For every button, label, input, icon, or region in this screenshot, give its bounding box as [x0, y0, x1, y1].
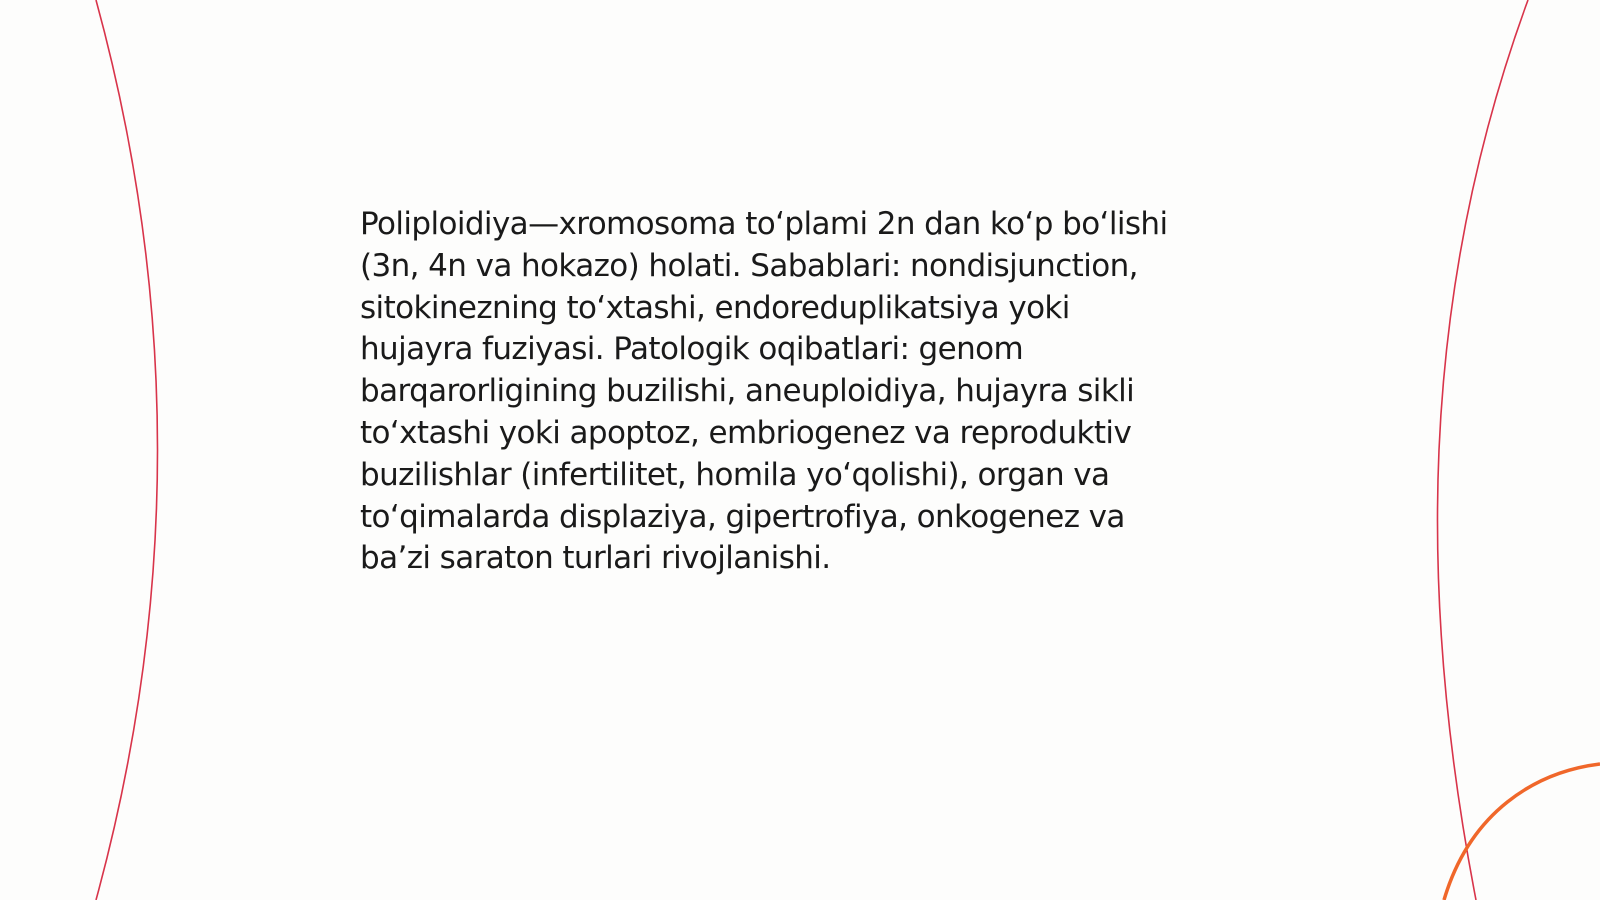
text-line: barqarorligining buzilishi, aneuploidiya, hujayra sikli [360, 373, 1135, 410]
text-line: sitokinezning to‘xtashi, endoreduplikatsiya yoki [360, 289, 1070, 326]
right-curve-line [1437, 0, 1528, 900]
text-line: buzilishlar (infertilitet, homila yo‘qolishi), organ va [360, 456, 1110, 493]
orange-accent-arc [1444, 764, 1600, 900]
text-line: ba’zi saraton turlari rivojlanishi. [360, 540, 831, 577]
left-curve-line [96, 0, 158, 900]
text-line: hujayra fuziyasi. Patologik oqibatlari: genom [360, 331, 1024, 368]
text-line: to‘xtashi yoki apoptoz, embriogenez va reproduktiv [360, 414, 1132, 451]
body-paragraph [360, 204, 1260, 580]
text-line: Poliploidiya—xromosoma to‘plami 2n dan ko‘p bo‘lishi [360, 206, 1168, 242]
text-line: (3n, 4n va hokazo) holati. Sabablari: nondisjunction, [360, 247, 1138, 284]
text-line: to‘qimalarda displaziya, gipertrofiya, onkogenez va [360, 498, 1125, 535]
